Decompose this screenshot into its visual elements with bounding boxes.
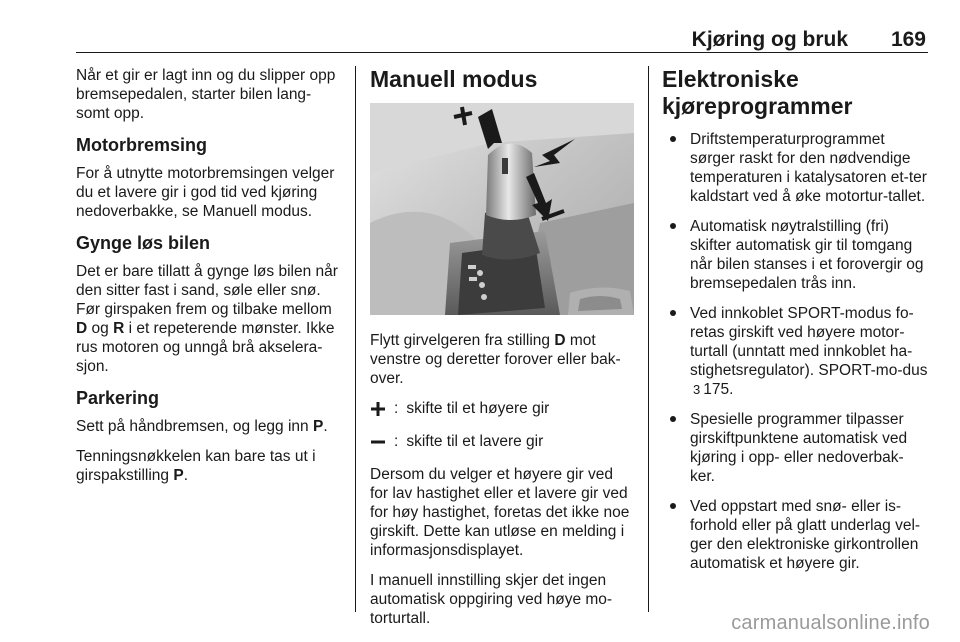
text-span: Det er bare tillatt å gynge løs bilen når den sitter fast i sand, søle eller snø. Før girspaken frem og tilbake mellom xyxy=(76,263,338,318)
minus-icon xyxy=(370,434,386,450)
text-span: Flytt girvelgeren fra stilling xyxy=(370,332,555,349)
gear-d: D xyxy=(554,332,566,349)
column-2 xyxy=(370,66,634,639)
gynge-text xyxy=(76,262,344,376)
text-span: Tenningsnøkkelen kan bare tas ut i girspakstilling xyxy=(76,448,316,484)
text-span: . xyxy=(183,467,189,484)
watermark: carmanualsonline.info xyxy=(731,612,930,634)
gear-d: D xyxy=(76,320,88,337)
page-reference-link[interactable]: 175. xyxy=(703,381,734,398)
colon: : xyxy=(394,433,399,450)
list-item: Automatisk nøytralstilling (fri) skifter automatisk gir til tomgang når bilen stanses i et forovergir og bremsepedalen trås inn. xyxy=(662,217,928,293)
heading-line-2: kjøreprogrammer xyxy=(662,93,853,119)
column-1 xyxy=(76,66,344,496)
text-span: i et repeterende mønster. Ikke rus motoren og unngå brå akselera-sjon. xyxy=(76,320,335,375)
text-span: . xyxy=(323,418,328,435)
list-item: Spesielle programmer tilpasser girskiftpunktene automatisk ved kjøring i opp- eller nedoverbak-ker. xyxy=(662,410,928,486)
minus-text: skifte til et lavere gir xyxy=(406,433,544,450)
list-item: Ved oppstart med snø- eller is-forhold eller på glatt underlag vel-ger den elektroniske girkontrollen automatisk et høyere gir. xyxy=(662,497,928,573)
plus-row xyxy=(370,399,634,418)
list-item xyxy=(662,304,928,399)
text-span: Ved innkoblet SPORT-modus fo-retas girskift ved høyere motor-turtall (unntatt med innkoblet ha-stighetsregulator). SPORT-mo-dus xyxy=(690,305,928,379)
parkering-text-1 xyxy=(76,417,344,436)
page-number: 169 xyxy=(890,28,926,51)
column-divider xyxy=(648,66,649,612)
column-divider xyxy=(355,66,356,612)
heading-parkering: Parkering xyxy=(76,388,160,408)
minus-row xyxy=(370,432,634,451)
page-header xyxy=(76,28,928,53)
heading-gynge: Gynge løs bilen xyxy=(76,233,211,253)
manual-paragraph-2: I manuell innstilling skjer det ingen automatisk oppgiring ved høye mo-torturtall. xyxy=(370,572,613,627)
plus-icon xyxy=(370,401,386,417)
parkering-text-2 xyxy=(76,447,344,485)
heading-motorbremsing: Motorbremsing xyxy=(76,135,208,155)
text-span: mot venstre og deretter forover eller bak-over. xyxy=(370,332,621,387)
list-item: Driftstemperaturprogrammet sørger raskt for den nødvendige temperaturen i katalysatoren et-ter kaldstart ved å øke motortur-tallet. xyxy=(662,130,928,206)
manual-paragraph-1: Dersom du velger et høyere gir ved for lav hastighet eller et lavere gir ved for høy hastighet, foretas det ikke noe girskift. Dette kan utløse en melding i informasjonsdisplayet. xyxy=(370,466,630,559)
colon: : xyxy=(394,400,399,417)
intro-paragraph: Når et gir er lagt inn og du slipper opp bremsepedalen, starter bilen lang-somt opp. xyxy=(76,67,336,122)
gear-selector-illustration xyxy=(370,103,634,315)
plus-text: skifte til et høyere gir xyxy=(406,400,550,417)
gear-selector-drawing xyxy=(370,103,634,315)
figure-caption xyxy=(370,331,634,388)
motorbremsing-text: For å utnytte motorbremsingen velger du et lavere gir i god tid ved kjøring nedoverbakke, se Manuell modus. xyxy=(76,165,335,220)
gear-r: R xyxy=(113,320,125,337)
program-list xyxy=(662,130,928,573)
gear-p: P xyxy=(173,467,184,484)
text-span: og xyxy=(87,320,114,337)
page-reference-icon[interactable]: 3 xyxy=(693,382,701,397)
column-3 xyxy=(662,66,928,584)
heading-manuell-modus: Manuell modus xyxy=(370,66,538,92)
gear-p: P xyxy=(312,418,324,435)
heading-line-1: Elektroniske xyxy=(662,66,799,92)
section-title: Kjøring og bruk xyxy=(691,28,848,51)
heading-elektroniske xyxy=(662,66,928,120)
text-span: Sett på håndbremsen, og legg inn xyxy=(76,418,313,435)
